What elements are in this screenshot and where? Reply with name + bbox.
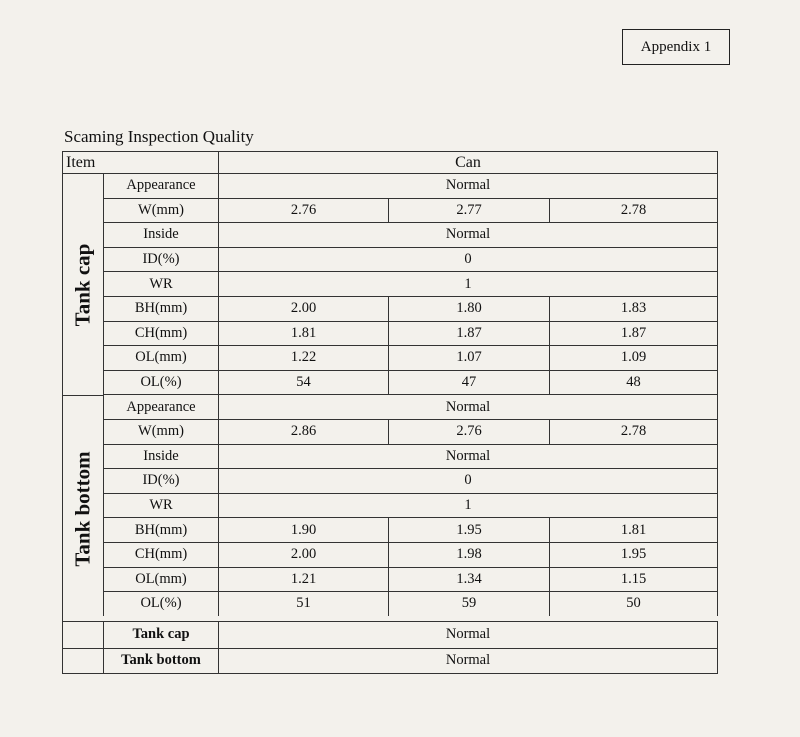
row-label: Appearance <box>103 173 218 198</box>
value-cell: 47 <box>388 370 549 395</box>
value-cell: 1.15 <box>549 567 718 592</box>
table-row <box>0 444 800 469</box>
merged-value-cell: 0 <box>218 468 718 493</box>
row-label: W(mm) <box>103 419 218 444</box>
value-cell: 1.95 <box>549 542 718 567</box>
table-row <box>0 271 800 296</box>
value-cell: 54 <box>218 370 388 395</box>
table-row <box>0 394 800 419</box>
value-cell: 2.00 <box>218 542 388 567</box>
summary-value: Normal <box>218 648 718 675</box>
row-label: OL(mm) <box>103 567 218 592</box>
value-cell: 1.87 <box>549 321 718 346</box>
table-row <box>0 419 800 444</box>
group-label-tank-cap: Tank cap <box>70 243 95 326</box>
table-row <box>0 321 800 346</box>
table-row <box>0 198 800 223</box>
table-row <box>0 173 800 198</box>
row-label: CH(mm) <box>103 321 218 346</box>
appendix-label: Appendix 1 <box>622 29 730 65</box>
value-cell: 2.76 <box>218 198 388 223</box>
value-cell: 2.78 <box>549 198 718 223</box>
merged-value-cell: Normal <box>218 444 718 469</box>
row-label: WR <box>103 271 218 296</box>
value-cell: 51 <box>218 591 388 616</box>
group-label-tank-bottom: Tank bottom <box>70 450 95 567</box>
value-cell: 1.07 <box>388 345 549 370</box>
row-label: OL(mm) <box>103 345 218 370</box>
value-cell: 1.83 <box>549 296 718 321</box>
summary-blank-cell <box>62 621 103 648</box>
summary-label: Tank bottom <box>103 648 218 675</box>
value-cell: 59 <box>388 591 549 616</box>
table-row <box>0 296 800 321</box>
value-cell: 2.77 <box>388 198 549 223</box>
value-cell: 50 <box>549 591 718 616</box>
table-row <box>0 468 800 493</box>
table-row <box>0 567 800 592</box>
row-label: OL(%) <box>103 370 218 395</box>
value-cell: 2.86 <box>218 419 388 444</box>
value-cell: 48 <box>549 370 718 395</box>
table-row <box>0 370 800 395</box>
table-row <box>0 247 800 272</box>
value-cell: 1.95 <box>388 517 549 542</box>
summary-label: Tank cap <box>103 621 218 648</box>
value-cell: 1.22 <box>218 345 388 370</box>
table-row <box>0 591 800 616</box>
value-cell: 1.80 <box>388 296 549 321</box>
value-cell: 2.76 <box>388 419 549 444</box>
table-header-row <box>0 151 800 173</box>
value-cell: 1.81 <box>549 517 718 542</box>
merged-value-cell: Normal <box>218 394 718 419</box>
merged-value-cell: 0 <box>218 247 718 272</box>
row-label: W(mm) <box>103 198 218 223</box>
table-row <box>0 493 800 518</box>
table-title: Scaming Inspection Quality <box>64 127 254 146</box>
table-row <box>0 517 800 542</box>
merged-value-cell: 1 <box>218 271 718 296</box>
value-cell: 1.34 <box>388 567 549 592</box>
header-can: Can <box>218 151 718 173</box>
table-row <box>0 222 800 247</box>
summary-blank-cell <box>62 648 103 675</box>
merged-value-cell: Normal <box>218 222 718 247</box>
value-cell: 1.21 <box>218 567 388 592</box>
summary-row <box>0 648 800 675</box>
row-label: BH(mm) <box>103 296 218 321</box>
row-label: ID(%) <box>103 247 218 272</box>
value-cell: 1.81 <box>218 321 388 346</box>
row-label: Inside <box>103 444 218 469</box>
value-cell: 1.09 <box>549 345 718 370</box>
value-cell: 2.78 <box>549 419 718 444</box>
header-item: Item <box>62 151 218 173</box>
row-label: BH(mm) <box>103 517 218 542</box>
merged-value-cell: Normal <box>218 173 718 198</box>
table-row <box>0 542 800 567</box>
table-row <box>0 345 800 370</box>
row-label: ID(%) <box>103 468 218 493</box>
row-label: OL(%) <box>103 591 218 616</box>
row-label: CH(mm) <box>103 542 218 567</box>
summary-value: Normal <box>218 621 718 648</box>
row-label: WR <box>103 493 218 518</box>
row-label: Inside <box>103 222 218 247</box>
merged-value-cell: 1 <box>218 493 718 518</box>
value-cell: 2.00 <box>218 296 388 321</box>
value-cell: 1.98 <box>388 542 549 567</box>
summary-row <box>0 621 800 648</box>
row-label: Appearance <box>103 394 218 419</box>
value-cell: 1.90 <box>218 517 388 542</box>
value-cell: 1.87 <box>388 321 549 346</box>
